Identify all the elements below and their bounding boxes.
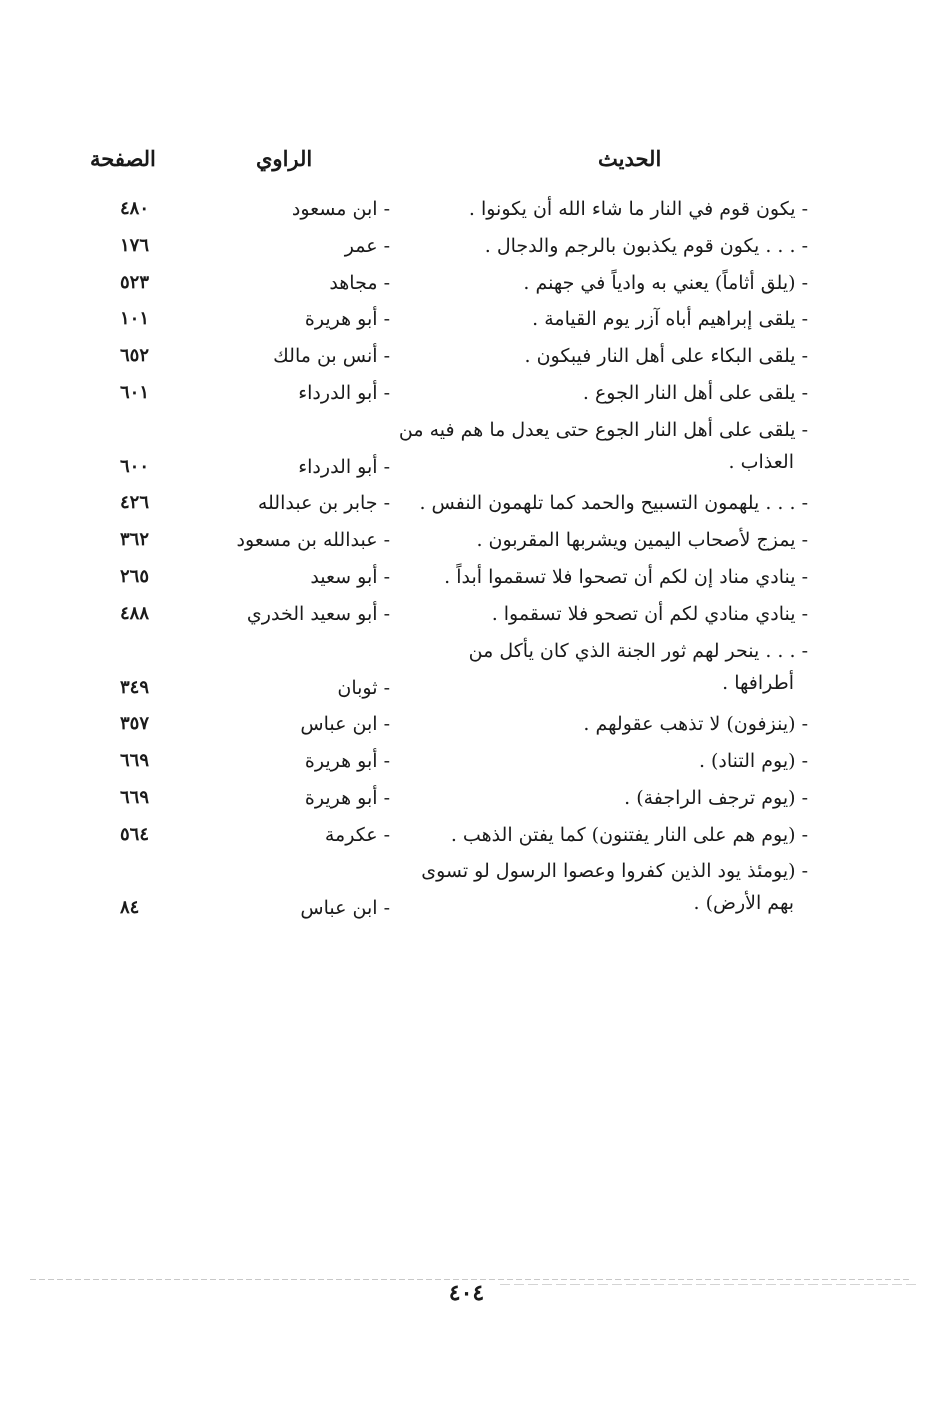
narrator-name: - أبو سعيد الخدري (246, 602, 390, 625)
page-reference: ٣٥٧ (120, 713, 150, 735)
hadith-text: - (يوم هم على النار يفتنون) كما يفتن الذهب . (450, 823, 808, 846)
page-reference: ٦٦٩ (120, 786, 150, 808)
page-reference: ٨٤ (120, 897, 140, 919)
table-row (0, 270, 933, 307)
table-row (0, 490, 933, 527)
page-reference: ٥٢٣ (120, 271, 150, 293)
page-reference: ١٧٦ (120, 234, 150, 256)
narrator-name: - ابن عباس (300, 897, 390, 920)
table-row (0, 306, 933, 343)
hadith-index-table (0, 196, 933, 932)
table-row (0, 601, 933, 638)
page-number: ٤٠٤ (448, 1280, 485, 1306)
table-row (0, 822, 933, 859)
page-reference: ٢٦٥ (120, 565, 150, 587)
hadith-text: - ينادي مناد إن لكم أن تصحوا فلا تسقموا أبداً . (444, 565, 808, 588)
hadith-text (398, 640, 808, 694)
narrator-name: - أبو الدرداء (298, 455, 390, 478)
page-reference: ٦٠٠ (120, 455, 150, 477)
narrator-name: - أبو سعيد (310, 565, 390, 588)
hadith-text: - يلقى إبراهيم أباه آزر يوم القيامة . (532, 308, 808, 331)
hadith-line-2: أطرافها . (722, 671, 794, 694)
hadith-text: - (يلق أثاماً) يعني به وادياً في جهنم . (523, 271, 808, 294)
table-row (0, 785, 933, 822)
page-reference: ٣٦٢ (120, 529, 150, 551)
table-row (0, 196, 933, 233)
table-row (0, 380, 933, 417)
hadith-text: - . . . يلهمون التسبيح والحمد كما تلهمون النفس . (419, 492, 808, 515)
table-row (0, 711, 933, 748)
page-reference: ١٠١ (120, 308, 150, 330)
page-reference: ٤٢٦ (120, 492, 150, 514)
table-row (0, 858, 933, 932)
page-reference: ٦٦٩ (120, 749, 150, 771)
hadith-text: - يمزج لأصحاب اليمين ويشربها المقربون . (476, 529, 808, 552)
hadith-text: - ينادي منادي لكم أن تصحو فلا تسقموا . (491, 602, 808, 625)
narrator-name: - عمر (344, 234, 390, 257)
page-reference: ٥٦٤ (120, 823, 150, 845)
page-reference: ٦٥٢ (120, 345, 150, 367)
page-reference: ٦٠١ (120, 381, 150, 403)
table-header (0, 146, 933, 180)
table-row (0, 564, 933, 601)
narrator-name: - ابن عباس (300, 713, 390, 736)
narrator-name: - أبو هريرة (304, 308, 390, 331)
narrator-name: - أبو هريرة (304, 786, 390, 809)
page-reference: ٤٨٠ (120, 198, 150, 219)
hadith-text: - يلقى على أهل النار الجوع . (582, 381, 808, 404)
table-row (0, 233, 933, 270)
hadith-line-1: - . . . ينحر لهم ثور الجنة الذي كان يأكل من (468, 639, 808, 662)
narrator-name: - ثوبان (337, 676, 390, 699)
page-reference: ٤٨٨ (120, 602, 150, 624)
page-column-header: الصفحة (90, 146, 156, 171)
narrator-name: - عكرمة (324, 823, 390, 846)
narrator-name: - أنس بن مالك (273, 345, 390, 368)
table-row (0, 527, 933, 564)
table-row (0, 417, 933, 491)
narrator-name: - جابر بن عبدالله (257, 492, 390, 515)
hadith-line-2: العذاب . (728, 450, 794, 473)
hadith-text: - . . . يكون قوم يكذبون بالرجم والدجال . (484, 234, 808, 257)
page-reference: ٣٤٩ (120, 676, 150, 698)
hadith-text: - (ينزفون) لا تذهب عقولهم . (583, 713, 808, 736)
table-row (0, 343, 933, 380)
narrator-name: - عبدالله بن مسعود (236, 529, 390, 552)
hadith-text (398, 860, 808, 914)
hadith-text: - يكون قوم في النار ما شاء الله أن يكونوا . (468, 198, 808, 220)
narrator-name: - أبو الدرداء (298, 381, 390, 404)
hadith-line-2: بهم الأرض) . (693, 892, 794, 915)
narrator-column-header: الراوي (256, 146, 313, 171)
narrator-name: - أبو هريرة (304, 749, 390, 772)
narrator-name: - مجاهد (329, 271, 390, 294)
hadith-line-1: - (يومئذ يود الذين كفروا وعصوا الرسول لو تسوى (421, 860, 808, 883)
narrator-name: - ابن مسعود (291, 198, 390, 220)
hadith-text: - (يوم التناد) . (698, 749, 808, 772)
hadith-text: - يلقى البكاء على أهل النار فيبكون . (524, 345, 808, 368)
hadith-line-1: - يلقى على أهل النار الجوع حتى يعدل ما هم فيه من (398, 418, 808, 441)
hadith-text (398, 419, 808, 473)
table-row (0, 638, 933, 712)
hadith-text: - (يوم ترجف الراجفة) . (624, 786, 808, 809)
table-row (0, 748, 933, 785)
hadith-column-header: الحديث (598, 146, 662, 171)
